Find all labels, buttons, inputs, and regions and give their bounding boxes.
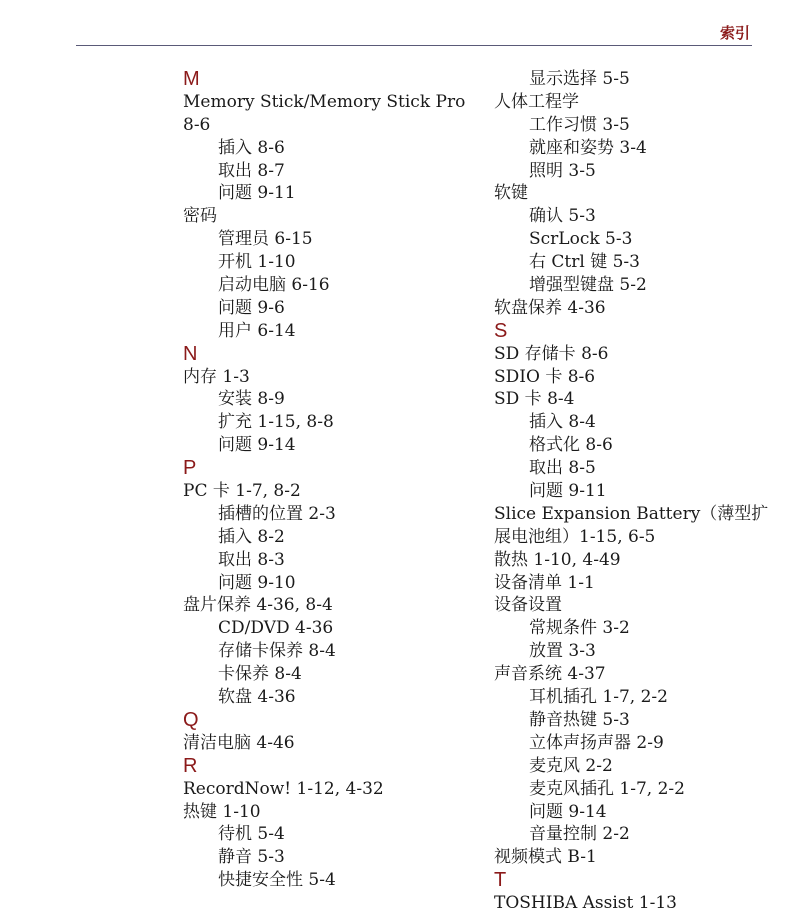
index-subentry: 立体声扬声器 2-9: [529, 732, 664, 753]
index-entry: PC 卡 1-7, 8-2: [183, 481, 301, 502]
section-letter: R: [183, 754, 198, 777]
index-subentry: 启动电脑 6-16: [218, 275, 330, 296]
index-subentry: 取出 8-5: [529, 458, 596, 479]
index-subentry: 问题 9-11: [218, 183, 296, 204]
index-entry: 设备设置: [494, 595, 562, 616]
index-subentry: ScrLock 5-3: [529, 229, 633, 250]
index-entry: 清洁电脑 4-46: [183, 732, 295, 753]
index-entry: 散热 1-10, 4-49: [494, 549, 621, 570]
index-subentry: 确认 5-3: [529, 206, 596, 227]
index-subentry: 常规条件 3-2: [529, 618, 630, 639]
index-subentry: 格式化 8-6: [529, 435, 613, 456]
index-subentry: 问题 9-14: [218, 435, 296, 456]
index-subentry: 快捷安全性 5-4: [218, 870, 336, 891]
section-letter: M: [183, 68, 200, 90]
index-subentry: 存储卡保养 8-4: [218, 641, 336, 662]
index-entry: SD 卡 8-4: [494, 389, 575, 410]
index-entry: RecordNow! 1-12, 4-32: [183, 778, 384, 799]
index-subentry: 安装 8-9: [218, 389, 285, 410]
section-letter: S: [494, 319, 508, 342]
index-entry: SD 存储卡 8-6: [494, 343, 609, 364]
index-subentry: 问题 9-14: [529, 801, 607, 822]
section-letter: P: [183, 457, 197, 480]
section-letter: N: [183, 342, 198, 365]
index-subentry: 照明 3-5: [529, 160, 596, 181]
index-entry: 8-6: [183, 114, 211, 135]
index-subentry: 开机 1-10: [218, 252, 296, 273]
index-subentry: 问题 9-11: [529, 481, 607, 502]
header-divider: [76, 45, 752, 46]
index-subentry: 软盘 4-36: [218, 687, 296, 708]
index-entry: 设备清单 1-1: [494, 572, 595, 593]
index-subentry: 工作习惯 3-5: [529, 114, 630, 135]
section-letter: T: [494, 869, 507, 892]
index-entry: 热键 1-10: [183, 801, 261, 822]
index-subentry: 显示选择 5-5: [529, 69, 630, 89]
index-entry: 密码: [183, 206, 217, 227]
index-subentry: 就座和姿势 3-4: [529, 137, 647, 158]
index-entry: 软盘保养 4-36: [494, 297, 606, 318]
index-subentry: 放置 3-3: [529, 641, 596, 662]
index-entry: 内存 1-3: [183, 366, 250, 387]
index-entry: Memory Stick/Memory Stick Pro: [183, 91, 466, 112]
index-subentry: 问题 9-10: [218, 572, 296, 593]
index-subentry: CD/DVD 4-36: [218, 618, 334, 639]
index-entry: 展电池组）1-15, 6-5: [494, 526, 656, 547]
index-column-right: [494, 68, 794, 915]
page-header-title: 索引: [719, 24, 750, 42]
index-subentry: 取出 8-3: [218, 549, 285, 570]
index-entry: SDIO 卡 8-6: [494, 366, 596, 387]
index-entry: 视频模式 B-1: [494, 847, 597, 868]
index-subentry: 耳机插孔 1-7, 2-2: [529, 687, 668, 708]
index-subentry: 插槽的位置 2-3: [218, 503, 336, 524]
index-subentry: 静音 5-3: [218, 847, 285, 868]
index-subentry: 卡保养 8-4: [218, 664, 302, 685]
index-subentry: 插入 8-2: [218, 526, 285, 547]
index-subentry: 插入 8-6: [218, 137, 285, 158]
index-subentry: 麦克风 2-2: [529, 755, 613, 776]
index-entry: 人体工程学: [494, 91, 579, 112]
section-letter: Q: [183, 708, 199, 731]
index-subentry: 增强型键盘 5-2: [529, 275, 647, 296]
index-entry: 声音系统 4-37: [494, 664, 606, 685]
index-subentry: 用户 6-14: [218, 320, 296, 341]
index-subentry: 右 Ctrl 键 5-3: [529, 252, 640, 273]
index-subentry: 待机 5-4: [218, 824, 285, 845]
index-column-left: [183, 68, 483, 892]
index-subentry: 扩充 1-15, 8-8: [218, 412, 334, 433]
index-subentry: 音量控制 2-2: [529, 824, 630, 845]
index-subentry: 静音热键 5-3: [529, 709, 630, 730]
index-subentry: 插入 8-4: [529, 412, 596, 433]
index-entry: 盘片保养 4-36, 8-4: [183, 595, 333, 616]
index-entry: TOSHIBA Assist 1-13: [494, 893, 677, 914]
index-subentry: 取出 8-7: [218, 160, 285, 181]
index-subentry: 管理员 6-15: [218, 229, 313, 250]
index-entry: 软键: [494, 183, 528, 204]
index-subentry: 问题 9-6: [218, 297, 285, 318]
index-subentry: 麦克风插孔 1-7, 2-2: [529, 778, 685, 799]
index-entry: Slice Expansion Battery（薄型扩: [494, 503, 769, 524]
